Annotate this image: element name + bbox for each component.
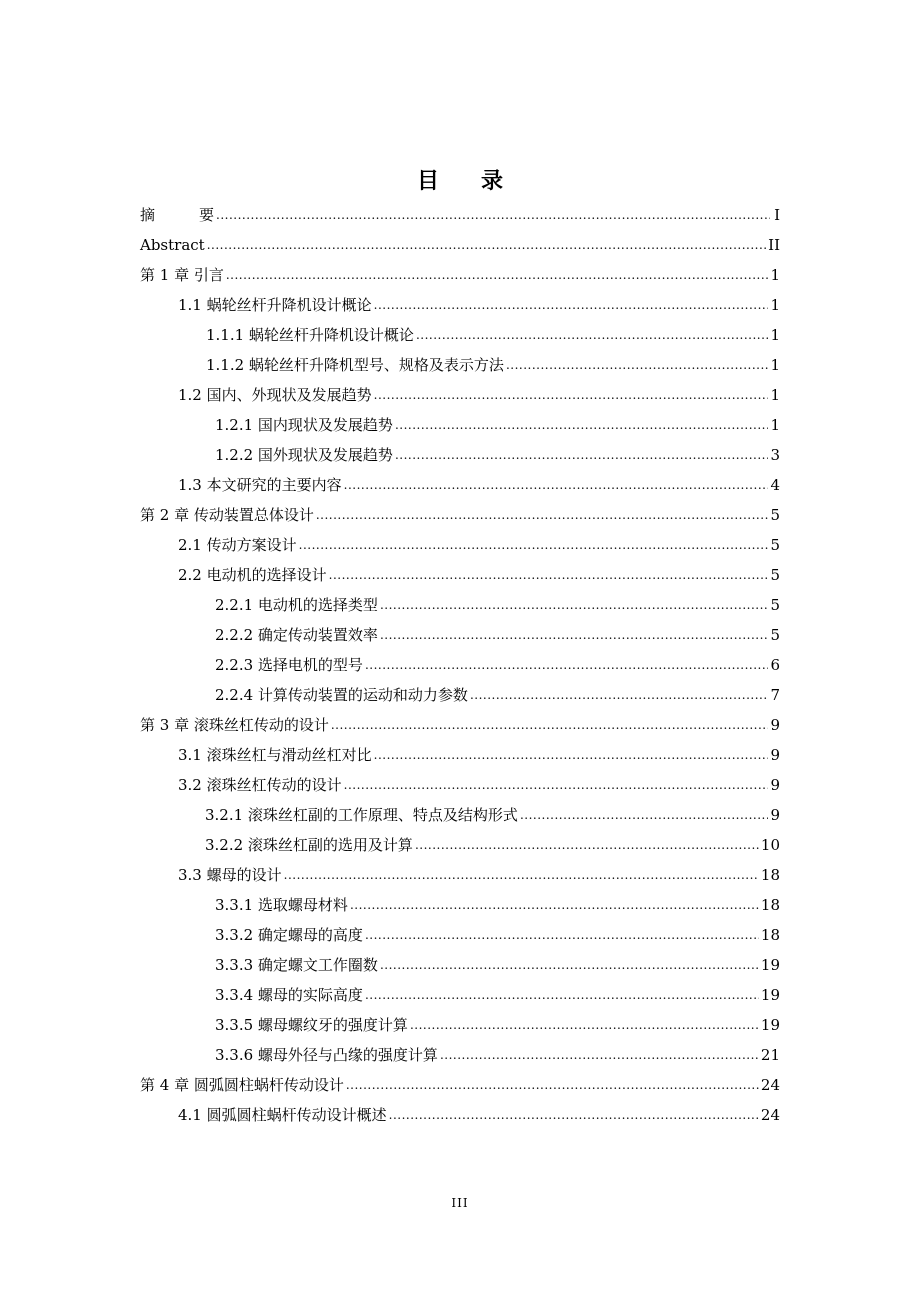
toc-dot-leader [226, 259, 769, 290]
toc-dot-leader [416, 319, 769, 350]
toc-entry-page-number: 18 [760, 926, 780, 944]
toc-entry-page-number: 19 [760, 1016, 780, 1034]
toc-entry[interactable] [140, 740, 780, 770]
toc-entry-page-number: 18 [760, 896, 780, 914]
toc-entry[interactable] [140, 770, 780, 800]
toc-entry-label: 2.2.2 确定传动装置效率 [215, 626, 378, 644]
toc-title-second-char: 录 [481, 169, 504, 194]
toc-dot-leader [365, 649, 769, 680]
toc-entry-label: 2.2.3 选择电机的型号 [215, 656, 363, 674]
toc-entry-page-number: 19 [760, 986, 780, 1004]
toc-dot-leader [440, 1039, 759, 1070]
toc-entry-label: 3.3.5 螺母螺纹牙的强度计算 [215, 1016, 408, 1034]
toc-dot-leader [365, 919, 759, 950]
toc-entry[interactable] [140, 440, 780, 470]
toc-entry[interactable] [140, 290, 780, 320]
toc-entry[interactable] [140, 530, 780, 560]
toc-dot-leader [389, 1099, 759, 1130]
toc-dot-leader [395, 439, 769, 470]
toc-entry[interactable] [140, 680, 780, 710]
toc-entry-label: 第 1 章 引言 [140, 266, 224, 284]
toc-dot-leader [350, 889, 759, 920]
toc-entry-label: 1.3 本文研究的主要内容 [178, 476, 342, 494]
toc-entry[interactable] [140, 620, 780, 650]
toc-entry-label: 3.3.2 确定螺母的高度 [215, 926, 363, 944]
toc-entry[interactable] [140, 800, 780, 830]
toc-entry[interactable] [140, 350, 780, 380]
toc-entry-page-number: 1 [770, 356, 780, 374]
toc-entry-label: 1.1.1 蜗轮丝杆升降机设计概论 [206, 326, 414, 344]
toc-dot-leader [380, 949, 759, 980]
toc-entry-label: 3.1 滚珠丝杠与滑动丝杠对比 [178, 746, 372, 764]
toc-entry[interactable] [140, 950, 780, 980]
toc-entry-page-number: 5 [770, 536, 780, 554]
toc-entry-label: 1.2 国内、外现状及发展趋势 [178, 386, 372, 404]
toc-entry-page-number: 9 [770, 746, 780, 764]
toc-entry-label: 2.2.4 计算传动装置的运动和动力参数 [215, 686, 468, 704]
toc-entry-label: 3.3.6 螺母外径与凸缘的强度计算 [215, 1046, 438, 1064]
toc-entry-label: 第 4 章 圆弧圆柱蜗杆传动设计 [140, 1076, 344, 1094]
toc-dot-leader [365, 979, 759, 1010]
toc-dot-leader [207, 229, 766, 260]
toc-dot-leader [284, 859, 759, 890]
toc-entry-page-number: I [774, 206, 780, 224]
toc-dot-leader [470, 679, 769, 710]
toc-entry[interactable] [140, 470, 780, 500]
toc-list [140, 200, 780, 1130]
toc-title-first-char: 目 [416, 169, 439, 194]
toc-entry-page-number: 5 [770, 596, 780, 614]
toc-dot-leader [410, 1009, 759, 1040]
toc-dot-leader [216, 199, 770, 230]
toc-entry[interactable] [140, 1010, 780, 1040]
toc-entry-page-number: 5 [770, 506, 780, 524]
toc-entry-label: 1.2.2 国外现状及发展趋势 [215, 446, 393, 464]
toc-dot-leader [374, 739, 769, 770]
toc-entry[interactable] [140, 710, 780, 740]
toc-entry-page-number: 19 [760, 956, 780, 974]
toc-title [0, 164, 920, 195]
toc-dot-leader [380, 589, 769, 620]
toc-entry[interactable] [140, 260, 780, 290]
toc-entry[interactable] [140, 410, 780, 440]
toc-dot-leader [415, 829, 759, 860]
toc-entry-label: 3.3 螺母的设计 [178, 866, 282, 884]
toc-entry[interactable] [140, 230, 780, 260]
toc-entry-label-part: 要 [199, 206, 215, 224]
toc-dot-leader [380, 619, 769, 650]
toc-entry[interactable] [140, 320, 780, 350]
toc-entry-page-number: 1 [770, 326, 780, 344]
toc-entry-page-number: 9 [770, 776, 780, 794]
toc-entry[interactable] [140, 590, 780, 620]
toc-entry[interactable] [140, 650, 780, 680]
toc-dot-leader [346, 1069, 759, 1100]
toc-dot-leader [331, 709, 769, 740]
toc-dot-leader [316, 499, 769, 530]
toc-dot-leader [344, 769, 769, 800]
toc-dot-leader [374, 379, 769, 410]
toc-entry[interactable] [140, 920, 780, 950]
toc-dot-leader [329, 559, 769, 590]
toc-entry-page-number: 18 [760, 866, 780, 884]
toc-entry-label: 1.2.1 国内现状及发展趋势 [215, 416, 393, 434]
toc-entry-page-number: 1 [770, 386, 780, 404]
toc-entry-label: 2.2 电动机的选择设计 [178, 566, 327, 584]
toc-entry-label: 第 2 章 传动装置总体设计 [140, 506, 314, 524]
toc-entry[interactable] [140, 1070, 780, 1100]
toc-entry-page-number: 3 [770, 446, 780, 464]
toc-entry-page-number: 1 [770, 296, 780, 314]
toc-entry-page-number: 21 [760, 1046, 780, 1064]
toc-entry[interactable] [140, 200, 780, 230]
toc-entry-page-number: 9 [770, 716, 780, 734]
toc-entry-label: 3.2.2 滚珠丝杠副的选用及计算 [205, 836, 413, 854]
toc-entry-page-number: 6 [770, 656, 780, 674]
toc-dot-leader [520, 799, 769, 830]
toc-entry-label [140, 200, 214, 230]
toc-entry-page-number: 10 [760, 836, 780, 854]
toc-entry-page-number: II [768, 236, 780, 254]
toc-entry[interactable] [140, 1040, 780, 1070]
toc-entry-label: 3.2.1 滚珠丝杠副的工作原理、特点及结构形式 [205, 806, 518, 824]
toc-entry-label: 第 3 章 滚珠丝杠传动的设计 [140, 716, 329, 734]
toc-entry-label: 3.3.3 确定螺文工作圈数 [215, 956, 378, 974]
toc-entry-page-number: 7 [770, 686, 780, 704]
toc-entry[interactable] [140, 560, 780, 590]
toc-entry-page-number: 5 [770, 566, 780, 584]
toc-entry[interactable] [140, 380, 780, 410]
toc-entry[interactable] [140, 890, 780, 920]
toc-entry-page-number: 1 [770, 416, 780, 434]
toc-entry-label: 2.2.1 电动机的选择类型 [215, 596, 378, 614]
toc-entry[interactable] [140, 500, 780, 530]
toc-dot-leader [374, 289, 769, 320]
toc-dot-leader [344, 469, 769, 500]
toc-entry-label: 3.2 滚珠丝杠传动的设计 [178, 776, 342, 794]
toc-entry[interactable] [140, 860, 780, 890]
toc-dot-leader [299, 529, 769, 560]
toc-entry-label: 4.1 圆弧圆柱蜗杆传动设计概述 [178, 1106, 387, 1124]
toc-entry-page-number: 5 [770, 626, 780, 644]
toc-entry[interactable] [140, 1100, 780, 1130]
toc-entry-label: 3.3.1 选取螺母材料 [215, 896, 348, 914]
toc-entry-page-number: 1 [770, 266, 780, 284]
toc-entry-label: Abstract [140, 236, 205, 254]
toc-entry-page-number: 4 [770, 476, 780, 494]
toc-entry-label: 1.1.2 蜗轮丝杆升降机型号、规格及表示方法 [206, 356, 504, 374]
toc-entry-label: 3.3.4 螺母的实际高度 [215, 986, 363, 1004]
toc-entry-label: 1.1 蜗轮丝杆升降机设计概论 [178, 296, 372, 314]
toc-entry-page-number: 24 [760, 1076, 780, 1094]
toc-entry-page-number: 24 [760, 1106, 780, 1124]
toc-dot-leader [395, 409, 769, 440]
toc-entry-label: 2.1 传动方案设计 [178, 536, 297, 554]
toc-entry[interactable] [140, 980, 780, 1010]
toc-entry[interactable] [140, 830, 780, 860]
toc-dot-leader [506, 349, 769, 380]
footer-page-number: III [451, 1196, 469, 1210]
toc-entry-page-number: 9 [770, 806, 780, 824]
toc-entry-label-part: 摘 [140, 206, 156, 224]
